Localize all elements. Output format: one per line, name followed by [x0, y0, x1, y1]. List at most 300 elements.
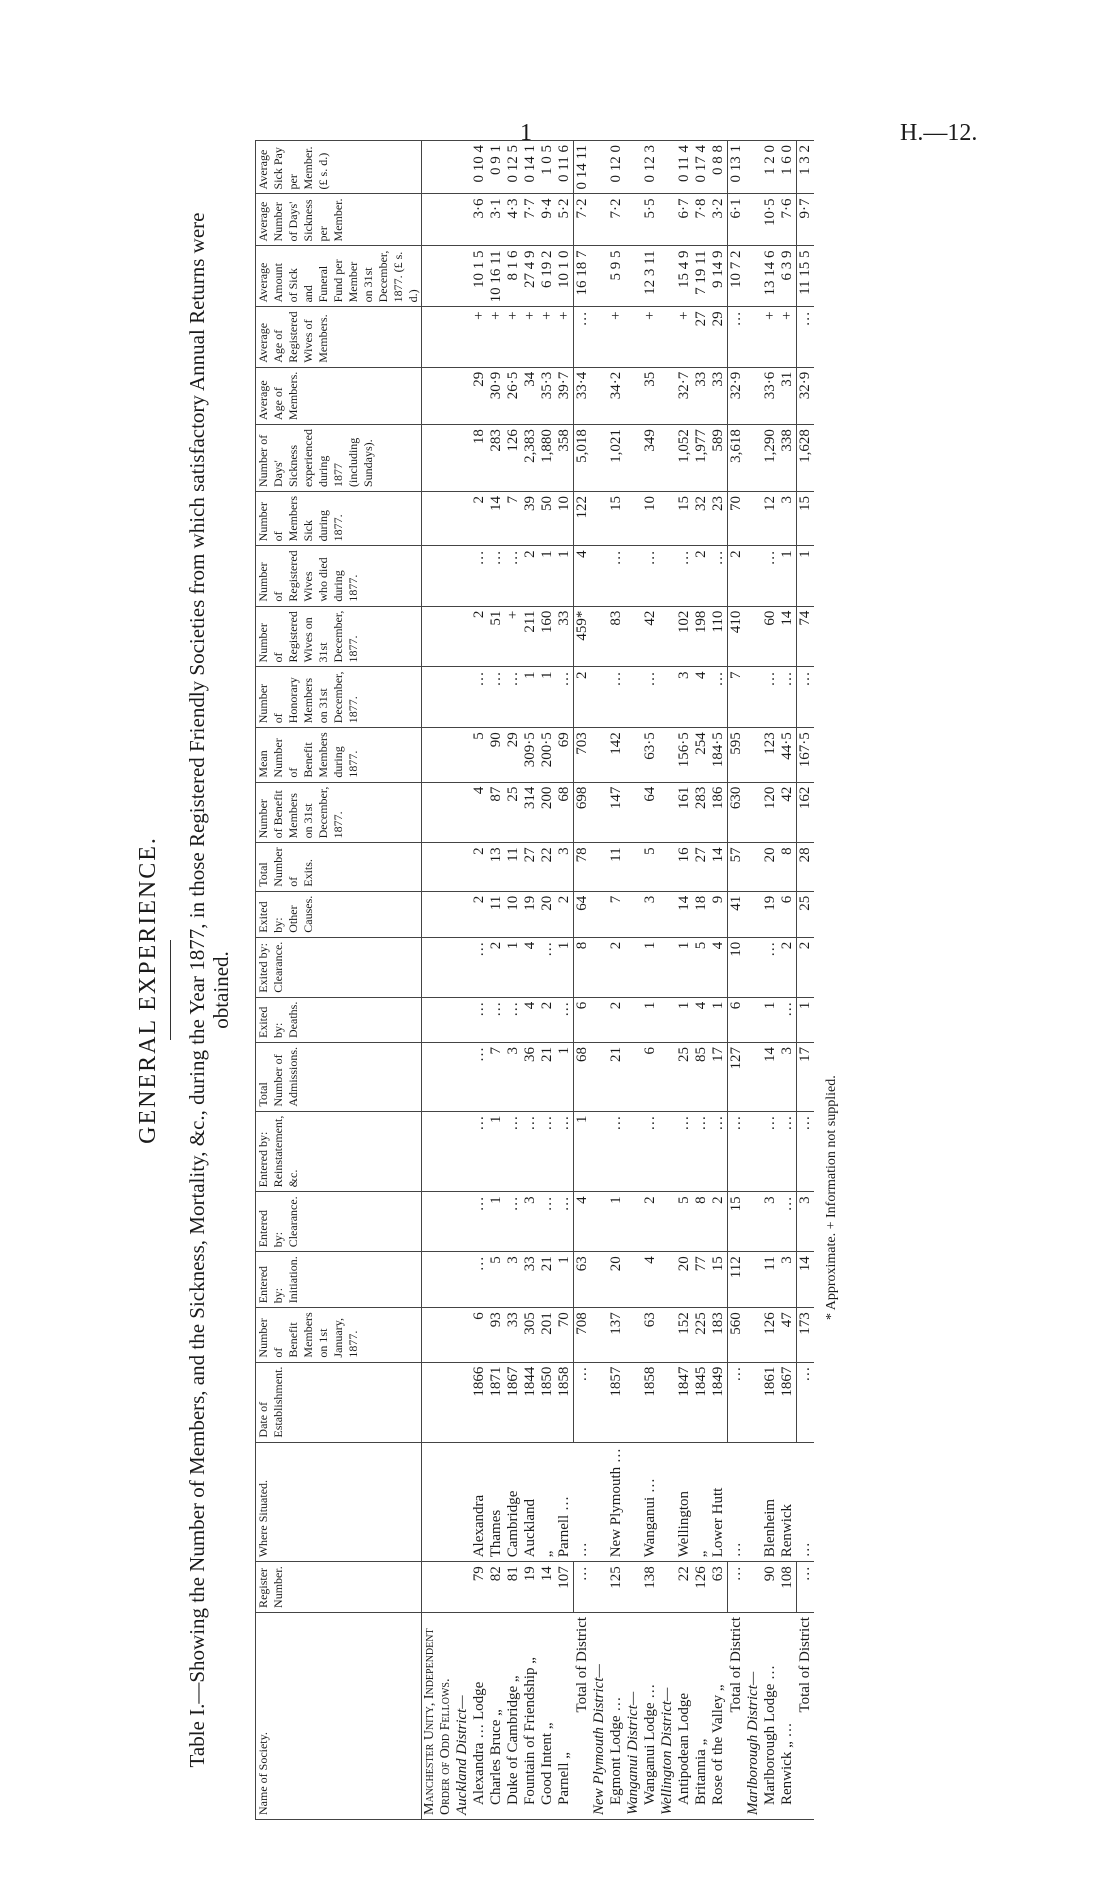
cell-clear_out: 10: [728, 937, 746, 997]
cell-avgdays: 5·5: [642, 194, 659, 246]
cell-reg: 81: [505, 1562, 522, 1613]
cell-deaths: 1: [797, 997, 815, 1042]
cell-hon: …: [505, 667, 522, 728]
col-header-wivesdied: Number of Registered Wives who died during 1877.: [256, 546, 422, 606]
empty-cell: [625, 246, 642, 307]
cell-days: 338: [779, 425, 797, 492]
cell-sick: 2: [471, 492, 488, 546]
empty-cell: [659, 667, 676, 728]
cell-days: 358: [556, 425, 574, 492]
cell-clear_in: 2: [642, 1192, 659, 1252]
cell-exits: 5: [642, 843, 659, 891]
cell-end: 4: [471, 782, 488, 843]
empty-cell: [625, 1362, 642, 1442]
cell-sick: 15: [676, 492, 693, 546]
cell-start: 126: [762, 1308, 779, 1362]
empty-cell: [591, 425, 608, 492]
cell-wivesdied: 1: [539, 546, 556, 606]
cell-adm: 17: [797, 1043, 815, 1112]
cell-wivesdied: 1: [556, 546, 574, 606]
district-row-label: Wellington District—: [659, 1612, 676, 1819]
cell-wivesdied: 1: [779, 546, 797, 606]
empty-cell: [422, 606, 455, 667]
empty-cell: [745, 1043, 762, 1112]
order-row-label: Manchester Unity, Independent Order of Odd Fellows.: [422, 1612, 455, 1819]
cell-reinst: …: [505, 1111, 522, 1192]
cell-reg: 107: [556, 1562, 574, 1613]
cell-avgpay: 0 12 3: [642, 141, 659, 194]
cell-wives: 198: [693, 606, 710, 667]
col-header-date: Date of Establishment.: [256, 1362, 422, 1442]
cell-age: 31: [779, 367, 797, 424]
cell-date: …: [728, 1362, 746, 1442]
cell-end: 42: [779, 782, 797, 843]
cell-wage: …: [728, 307, 746, 367]
cell-amount: 11 15 5: [797, 246, 815, 307]
empty-cell: [454, 1442, 471, 1562]
col-header-other: Exited by: Other Causes.: [256, 891, 422, 937]
cell-hon: 4: [693, 667, 710, 728]
district-row-label: New Plymouth District—: [591, 1612, 608, 1819]
cell-clear_out: 2: [608, 937, 625, 997]
total-row: [574, 141, 592, 1820]
cell-clear_out: 2: [779, 937, 797, 997]
cell-deaths: 2: [608, 997, 625, 1042]
cell-clear_in: 5: [676, 1192, 693, 1252]
empty-cell: [591, 1043, 608, 1112]
cell-exits: 20: [762, 843, 779, 891]
cell-sick: 39: [522, 492, 539, 546]
cell-sick: 3: [779, 492, 797, 546]
total-row: [797, 141, 815, 1820]
page-heading: GENERAL EXPERIENCE.: [135, 836, 161, 1144]
cell-end: 87: [488, 782, 505, 843]
empty-cell: [659, 546, 676, 606]
cell-hon: …: [488, 667, 505, 728]
table-row: [642, 141, 659, 1820]
cell-avgdays: 6·7: [676, 194, 693, 246]
cell-days: 1,977: [693, 425, 710, 492]
empty-cell: [625, 891, 642, 937]
cell-reg: 63: [710, 1562, 728, 1613]
cell-amount: 15 4 9: [676, 246, 693, 307]
cell-init: 15: [710, 1252, 728, 1308]
empty-cell: [659, 1252, 676, 1308]
cell-name: Total of District: [728, 1612, 746, 1819]
cell-name: Total of District: [574, 1612, 592, 1819]
cell-where: New Plymouth …: [608, 1442, 625, 1562]
cell-name: Parnell „: [556, 1612, 574, 1819]
cell-age: 30·9: [488, 367, 505, 424]
cell-reinst: …: [710, 1111, 728, 1192]
cell-reinst: …: [522, 1111, 539, 1192]
col-header-end: Number of Benefit Members on 31st December, 1877.: [256, 782, 422, 843]
cell-adm: 85: [693, 1043, 710, 1112]
empty-cell: [454, 891, 471, 937]
cell-clear_out: 4: [522, 937, 539, 997]
empty-cell: [625, 141, 642, 194]
cell-days: 126: [505, 425, 522, 492]
cell-start: 225: [693, 1308, 710, 1362]
cell-end: 161: [676, 782, 693, 843]
cell-wivesdied: …: [762, 546, 779, 606]
cell-wage: 29: [710, 307, 728, 367]
empty-cell: [745, 1362, 762, 1442]
cell-exits: 28: [797, 843, 815, 891]
empty-cell: [591, 728, 608, 782]
cell-date: 1867: [505, 1362, 522, 1442]
cell-date: 1858: [642, 1362, 659, 1442]
cell-mean: 156·5: [676, 728, 693, 782]
cell-wives: 211: [522, 606, 539, 667]
cell-sick: 23: [710, 492, 728, 546]
cell-reg: 126: [693, 1562, 710, 1613]
cell-age: 33·4: [574, 367, 592, 424]
empty-cell: [454, 307, 471, 367]
cell-age: 32·9: [728, 367, 746, 424]
cell-other: 25: [797, 891, 815, 937]
cell-name: Wanganui Lodge …: [642, 1612, 659, 1819]
cell-sick: 122: [574, 492, 592, 546]
empty-cell: [591, 782, 608, 843]
cell-name: Britannia „: [693, 1612, 710, 1819]
empty-cell: [422, 843, 455, 891]
cell-where: Wanganui …: [642, 1442, 659, 1562]
empty-cell: [745, 1308, 762, 1362]
cell-age: 34·2: [608, 367, 625, 424]
cell-exits: 3: [556, 843, 574, 891]
district-row: [659, 141, 676, 1820]
cell-other: 2: [471, 891, 488, 937]
cell-age: 32·7: [676, 367, 693, 424]
cell-adm: 68: [574, 1043, 592, 1112]
cell-exits: 27: [522, 843, 539, 891]
cell-end: 64: [642, 782, 659, 843]
empty-cell: [422, 492, 455, 546]
cell-deaths: …: [779, 997, 797, 1042]
empty-cell: [422, 546, 455, 606]
cell-end: 283: [693, 782, 710, 843]
cell-reg: 82: [488, 1562, 505, 1613]
cell-hon: 1: [522, 667, 539, 728]
cell-wives: 160: [539, 606, 556, 667]
cell-hon: …: [471, 667, 488, 728]
cell-wives: 410: [728, 606, 746, 667]
cell-wives: 42: [642, 606, 659, 667]
cell-adm: 21: [539, 1043, 556, 1112]
cell-mean: 5: [471, 728, 488, 782]
col-header-avgdays: Average Number of Days' Sickness per Member.: [256, 194, 422, 246]
cell-clear_out: 8: [574, 937, 592, 997]
cell-age: 29: [471, 367, 488, 424]
cell-adm: 127: [728, 1043, 746, 1112]
cell-init: 33: [522, 1252, 539, 1308]
cell-where: Alexandra: [471, 1442, 488, 1562]
col-header-clear_in: Entered by: Clearance.: [256, 1192, 422, 1252]
table-row: [710, 141, 728, 1820]
cell-sick: 14: [488, 492, 505, 546]
cell-hon: 1: [539, 667, 556, 728]
cell-clear_out: 1: [556, 937, 574, 997]
cell-name: Rose of the Valley „: [710, 1612, 728, 1819]
empty-cell: [591, 141, 608, 194]
empty-cell: [659, 782, 676, 843]
cell-hon: …: [608, 667, 625, 728]
cell-start: 93: [488, 1308, 505, 1362]
cell-avgpay: 0 10 4: [471, 141, 488, 194]
cell-deaths: 1: [642, 997, 659, 1042]
cell-reinst: …: [676, 1111, 693, 1192]
table-row: [693, 141, 710, 1820]
cell-hon: …: [710, 667, 728, 728]
cell-reinst: …: [608, 1111, 625, 1192]
empty-cell: [745, 246, 762, 307]
cell-wage: +: [676, 307, 693, 367]
empty-cell: [625, 1252, 642, 1308]
empty-cell: [745, 843, 762, 891]
district-row-label: Marlborough District—: [745, 1612, 762, 1819]
cell-age: 35: [642, 367, 659, 424]
cell-exits: 13: [488, 843, 505, 891]
cell-where: …: [728, 1442, 746, 1562]
friendly-societies-table: [255, 140, 814, 1820]
cell-mean: 44·5: [779, 728, 797, 782]
cell-init: 20: [608, 1252, 625, 1308]
cell-mean: 309·5: [522, 728, 539, 782]
cell-wivesdied: 2: [693, 546, 710, 606]
empty-cell: [625, 307, 642, 367]
cell-clear_out: 1: [642, 937, 659, 997]
cell-start: 70: [556, 1308, 574, 1362]
empty-cell: [591, 246, 608, 307]
cell-adm: 3: [505, 1043, 522, 1112]
cell-clear_in: …: [779, 1192, 797, 1252]
empty-cell: [745, 1111, 762, 1192]
cell-init: 21: [539, 1252, 556, 1308]
empty-cell: [454, 546, 471, 606]
cell-days: 1,021: [608, 425, 625, 492]
empty-cell: [625, 843, 642, 891]
cell-reg: …: [574, 1562, 592, 1613]
cell-avgpay: 0 9 1: [488, 141, 505, 194]
cell-reinst: …: [693, 1111, 710, 1192]
cell-date: 1857: [608, 1362, 625, 1442]
cell-wives: 459*: [574, 606, 592, 667]
empty-cell: [745, 425, 762, 492]
empty-cell: [422, 1192, 455, 1252]
cell-where: Wellington: [676, 1442, 693, 1562]
cell-age: 34: [522, 367, 539, 424]
col-header-exits: Total Number of Exits.: [256, 843, 422, 891]
cell-adm: 17: [710, 1043, 728, 1112]
cell-clear_in: 15: [728, 1192, 746, 1252]
col-header-deaths: Exited by: Deaths.: [256, 997, 422, 1042]
cell-wage: 27: [693, 307, 710, 367]
cell-hon: …: [797, 667, 815, 728]
cell-clear_out: …: [762, 937, 779, 997]
cell-exits: 14: [710, 843, 728, 891]
district-row-label: Auckland District—: [454, 1612, 471, 1819]
empty-cell: [422, 937, 455, 997]
cell-amount: 7 19 11: [693, 246, 710, 307]
empty-cell: [591, 1308, 608, 1362]
cell-amount: 5 9 5: [608, 246, 625, 307]
empty-cell: [591, 843, 608, 891]
cell-exits: 57: [728, 843, 746, 891]
cell-other: 20: [539, 891, 556, 937]
empty-cell: [591, 492, 608, 546]
cell-amount: 16 18 7: [574, 246, 592, 307]
empty-cell: [625, 728, 642, 782]
heading-rule: [170, 940, 171, 1040]
cell-other: 64: [574, 891, 592, 937]
cell-adm: 14: [762, 1043, 779, 1112]
cell-avgdays: 7·2: [574, 194, 592, 246]
cell-where: „: [693, 1442, 710, 1562]
cell-amount: 8 1 6: [505, 246, 522, 307]
empty-cell: [422, 997, 455, 1042]
empty-cell: [422, 1362, 455, 1442]
empty-cell: [591, 1252, 608, 1308]
cell-other: 2: [556, 891, 574, 937]
cell-mean: 254: [693, 728, 710, 782]
cell-amount: 9 14 9: [710, 246, 728, 307]
cell-name: Renwick „ …: [779, 1612, 797, 1819]
empty-cell: [659, 937, 676, 997]
empty-cell: [454, 1562, 471, 1613]
cell-where: Renwick: [779, 1442, 797, 1562]
cell-start: 201: [539, 1308, 556, 1362]
cell-clear_in: 3: [522, 1192, 539, 1252]
cell-avgpay: 0 12 0: [608, 141, 625, 194]
cell-avgdays: 7·6: [779, 194, 797, 246]
cell-exits: 78: [574, 843, 592, 891]
cell-deaths: 4: [522, 997, 539, 1042]
cell-end: 147: [608, 782, 625, 843]
empty-cell: [625, 1442, 642, 1562]
cell-wives: 33: [556, 606, 574, 667]
empty-cell: [454, 1192, 471, 1252]
empty-cell: [625, 667, 642, 728]
cell-adm: 21: [608, 1043, 625, 1112]
col-header-amount: Average Amount of Sick and Funeral Fund per Member on 31st December, 1877. (£ s. d.): [256, 246, 422, 307]
cell-mean: 167·5: [797, 728, 815, 782]
cell-where: …: [574, 1442, 592, 1562]
empty-cell: [591, 307, 608, 367]
cell-days: 3,618: [728, 425, 746, 492]
cell-avgpay: 0 12 5: [505, 141, 522, 194]
cell-where: Thames: [488, 1442, 505, 1562]
empty-cell: [454, 1362, 471, 1442]
cell-days: 1,052: [676, 425, 693, 492]
cell-days: 18: [471, 425, 488, 492]
empty-cell: [659, 1308, 676, 1362]
cell-wives: 51: [488, 606, 505, 667]
empty-cell: [659, 1562, 676, 1613]
cell-name: Fountain of Friendship „: [522, 1612, 539, 1819]
cell-amount: 10 1 0: [556, 246, 574, 307]
cell-hon: 2: [574, 667, 592, 728]
cell-date: 1844: [522, 1362, 539, 1442]
col-header-start: Number of Benefit Members on 1st January, 1877.: [256, 1308, 422, 1362]
cell-wivesdied: …: [676, 546, 693, 606]
col-header-init: Entered by: Initiation.: [256, 1252, 422, 1308]
empty-cell: [454, 492, 471, 546]
col-header-sick: Number of Members Sick during 1877.: [256, 492, 422, 546]
cell-days: 1,880: [539, 425, 556, 492]
empty-cell: [422, 1252, 455, 1308]
cell-end: 162: [797, 782, 815, 843]
cell-days: 1,628: [797, 425, 815, 492]
rotated-table-page: [95, 140, 985, 1840]
cell-clear_in: 8: [693, 1192, 710, 1252]
cell-other: 10: [505, 891, 522, 937]
empty-cell: [454, 246, 471, 307]
cell-clear_in: 3: [797, 1192, 815, 1252]
cell-init: 20: [676, 1252, 693, 1308]
cell-amount: 6 3 9: [779, 246, 797, 307]
cell-mean: 142: [608, 728, 625, 782]
cell-name: Egmont Lodge …: [608, 1612, 625, 1819]
cell-deaths: …: [556, 997, 574, 1042]
empty-cell: [659, 1362, 676, 1442]
cell-name: Marlborough Lodge …: [762, 1612, 779, 1819]
empty-cell: [625, 782, 642, 843]
cell-clear_out: 2: [797, 937, 815, 997]
district-row: [454, 141, 471, 1820]
cell-wivesdied: …: [505, 546, 522, 606]
cell-avgpay: 1 3 2: [797, 141, 815, 194]
cell-name: Charles Bruce „: [488, 1612, 505, 1819]
cell-clear_in: …: [556, 1192, 574, 1252]
cell-wivesdied: 1: [797, 546, 815, 606]
cell-date: 1866: [471, 1362, 488, 1442]
empty-cell: [659, 606, 676, 667]
cell-date: 1871: [488, 1362, 505, 1442]
cell-init: 112: [728, 1252, 746, 1308]
empty-cell: [745, 367, 762, 424]
cell-other: 14: [676, 891, 693, 937]
cell-wage: +: [556, 307, 574, 367]
table-row: [522, 141, 539, 1820]
cell-reg: 90: [762, 1562, 779, 1613]
cell-wivesdied: 2: [728, 546, 746, 606]
empty-cell: [454, 782, 471, 843]
cell-name: Alexandra … Lodge: [471, 1612, 488, 1819]
cell-wives: +: [505, 606, 522, 667]
cell-date: 1845: [693, 1362, 710, 1442]
cell-avgpay: 0 14 1: [522, 141, 539, 194]
cell-avgpay: 0 11 6: [556, 141, 574, 194]
cell-hon: …: [556, 667, 574, 728]
empty-cell: [422, 891, 455, 937]
cell-mean: 595: [728, 728, 746, 782]
table-row: [505, 141, 522, 1820]
empty-cell: [422, 1043, 455, 1112]
cell-hon: …: [642, 667, 659, 728]
cell-wage: …: [574, 307, 592, 367]
cell-reinst: …: [779, 1111, 797, 1192]
cell-reg: 125: [608, 1562, 625, 1613]
empty-cell: [745, 1442, 762, 1562]
col-header-clear_out: Exited by: Clearance.: [256, 937, 422, 997]
empty-cell: [745, 606, 762, 667]
cell-wage: +: [522, 307, 539, 367]
cell-wivesdied: …: [608, 546, 625, 606]
cell-adm: 7: [488, 1043, 505, 1112]
footnote: * Approximate. + Information not supplied.: [824, 1075, 840, 1320]
cell-init: 1: [556, 1252, 574, 1308]
